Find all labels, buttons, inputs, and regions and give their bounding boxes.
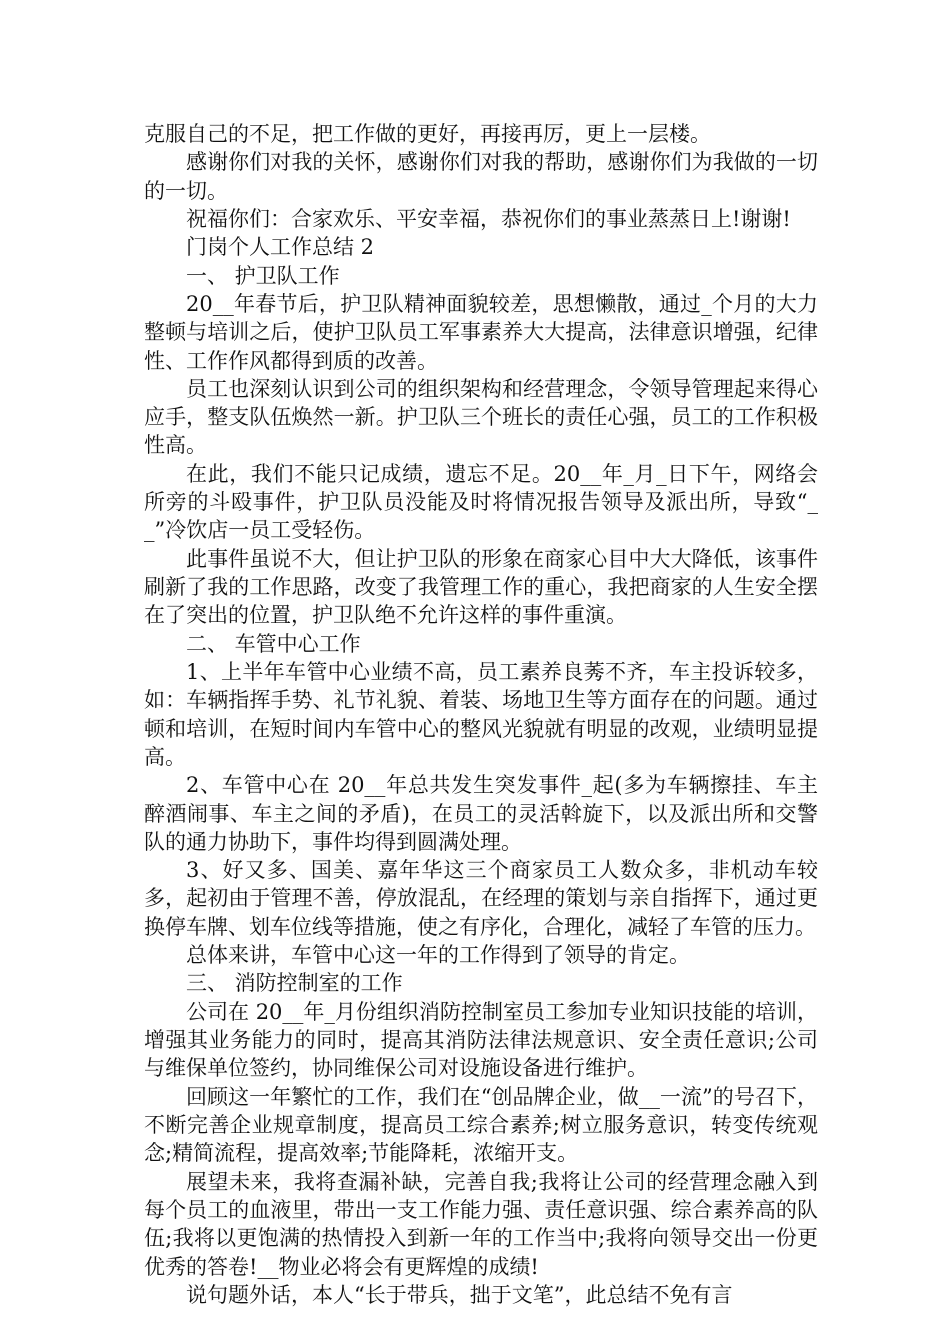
paragraph: 感谢你们对我的关怀，感谢你们对我的帮助，感谢你们为我做的一切的一切。 bbox=[144, 150, 818, 203]
section-title: 门岗个人工作总结 2 bbox=[186, 235, 375, 260]
paragraph: 此事件虽说不大，但让护卫队的形象在商家心目中大大降低，该事件刷新了我的工作思路，改变了我管理工作的重心，我把商家的人生安全摆在了突出的位置，护卫队绝不允许这样的事件重演。 bbox=[144, 546, 818, 628]
section-heading: 一、 护卫队工作 bbox=[186, 263, 340, 288]
paragraph: 克服自己的不足，把工作做的更好，再接再厉，更上一层楼。 bbox=[144, 122, 711, 146]
paragraph: 在此，我们不能只记成绩，遗忘不足。20__年_月_日下午，网络会所旁的斗殴事件，护卫队员没能及时将情况报告领导及派出所，导致“__”冷饮店一员工受轻伤。 bbox=[144, 461, 818, 543]
paragraph: 展望未来，我将查漏补缺，完善自我;我将让公司的经营理念融入到每个员工的血液里，带出一支工作能力强、责任意识强、综合素养高的队伍;我将以更饱满的热情投入到新一年的工作当中;我将向领导交出一份更优秀的答卷!__物业必将会有更辉煌的成绩! bbox=[144, 1169, 818, 1279]
paragraph: 20__年春节后，护卫队精神面貌较差，思想懒散，通过_个月的大力整顿与培训之后，使护卫队员工军事素养大大提高，法律意识增强，纪律性、工作作风都得到质的改善。 bbox=[144, 291, 818, 373]
paragraph: 1、上半年车管中心业绩不高，员工素养良莠不齐，车主投诉较多，如：车辆指挥手势、礼节礼貌、着装、场地卫生等方面存在的问题。通过顿和培训，在短时间内车管中心的整风光貌就有明显的改观，业绩明显提高。 bbox=[144, 659, 818, 769]
paragraph: 3、好又多、国美、嘉年华这三个商家员工人数众多，非机动车较多，起初由于管理不善，停放混乱，在经理的策划与亲自指挥下，通过更换停车牌、划车位线等措施，使之有序化，合理化，减轻了车管的压力。 bbox=[144, 858, 818, 939]
paragraph: 总体来讲，车管中心这一年的工作得到了领导的肯定。 bbox=[186, 943, 690, 968]
paragraph: 说句题外话，本人“长于带兵，拙于文笔”，此总结不免有言 bbox=[186, 1282, 733, 1307]
paragraph: 员工也深刻认识到公司的组织架构和经营理念，令领导管理起来得心应手，整支队伍焕然一新。护卫队三个班长的责任心强，员工的工作积极性高。 bbox=[144, 376, 818, 458]
paragraph: 2、车管中心在 20__年总共发生突发事件_起(多为车辆擦挂、车主醉酒闹事、车主之间的矛盾)，在员工的灵活斡旋下，以及派出所和交警队的通力协助下，事件均得到圆满处理。 bbox=[144, 773, 818, 854]
document-body bbox=[144, 120, 818, 1309]
paragraph: 回顾这一年繁忙的工作，我们在“创品牌企业，做__一流”的号召下，不断完善企业规章制度，提高员工综合素养;树立服务意识，转变传统观念;精简流程，提高效率;节能降耗，浓缩开支。 bbox=[144, 1084, 818, 1166]
section-heading: 三、 消防控制室的工作 bbox=[186, 971, 403, 996]
paragraph: 公司在 20__年_月份组织消防控制室员工参加专业知识技能的培训，增强其业务能力的同时，提高其消防法律法规意识、安全责任意识;公司与维保单位签约，协同维保公司对设施设备进行维护。 bbox=[144, 999, 818, 1081]
section-heading: 二、 车管中心工作 bbox=[186, 631, 361, 656]
paragraph: 祝福你们：合家欢乐、平安幸福，恭祝你们的事业蒸蒸日上!谢谢! bbox=[186, 206, 791, 231]
